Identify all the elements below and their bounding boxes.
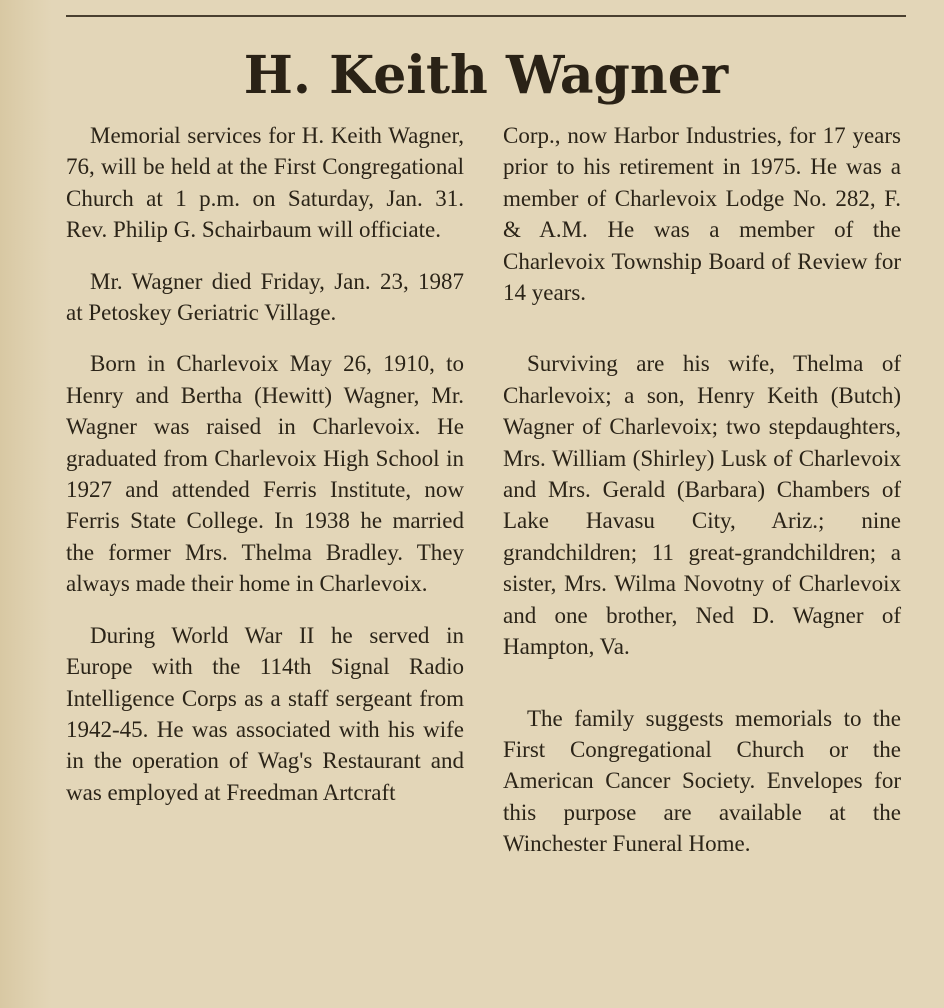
- paragraph-memorials: The family suggests memorials to the First Congregational Church or the American Cancer Society. Envelopes for this purpose are available at the Winchester Funeral Home.: [503, 705, 901, 857]
- paragraph-war-service: During World War II he served in Europe with the 114th Signal Radio Intelligence Corps as a staff sergeant from 1942-45. He was associated with his wife in the operation of Wag's Restaurant and was employed at Freedman Artcraft: [66, 622, 464, 805]
- headline: H. Keith Wagner: [243, 45, 729, 106]
- right-column: [503, 120, 901, 860]
- paragraph-biography: Born in Charlevoix May 26, 1910, to Henry and Bertha (Hewitt) Wagner, Mr. Wagner was raised in Charlevoix. He graduated from Charlevoix High School in 1927 and attended Ferris Institute, now Ferris State College. In 1938 he married the former Mrs. Thelma Bradley. They always made their home in Charlevoix.: [66, 351, 464, 597]
- left-column: [66, 120, 464, 808]
- paragraph-career-continued: Corp., now Harbor Industries, for 17 years prior to his retirement in 1975. He was a member of Charlevoix Lodge No. 282, F. & A.M. He was a member of the Charlevoix Township Board of Review for 14 years.: [503, 123, 901, 306]
- top-rule: [66, 15, 906, 17]
- paper-edge-shadow: [0, 0, 52, 1008]
- paragraph-memorial-services: Memorial services for H. Keith Wagner, 76, will be held at the First Congregational Church at 1 p.m. on Saturday, Jan. 31. Rev. Philip G. Schairbaum will officiate.: [66, 123, 464, 243]
- paragraph-death: Mr. Wagner died Friday, Jan. 23, 1987 at Petoskey Geriatric Village.: [66, 268, 464, 326]
- paragraph-survivors: Surviving are his wife, Thelma of Charlevoix; a son, Henry Keith (Butch) Wagner of Charlevoix; two stepdaughters, Mrs. William (Shirley) Lusk of Charlevoix and Mrs. Gerald (Barbara) Chambers of Lake Havasu City, Ariz.; nine grandchildren; 11 great-grandchildren; a sister, Mrs. Wilma Novotny of Charlevoix and one brother, Ned D. Wagner of Hampton, Va.: [503, 351, 901, 660]
